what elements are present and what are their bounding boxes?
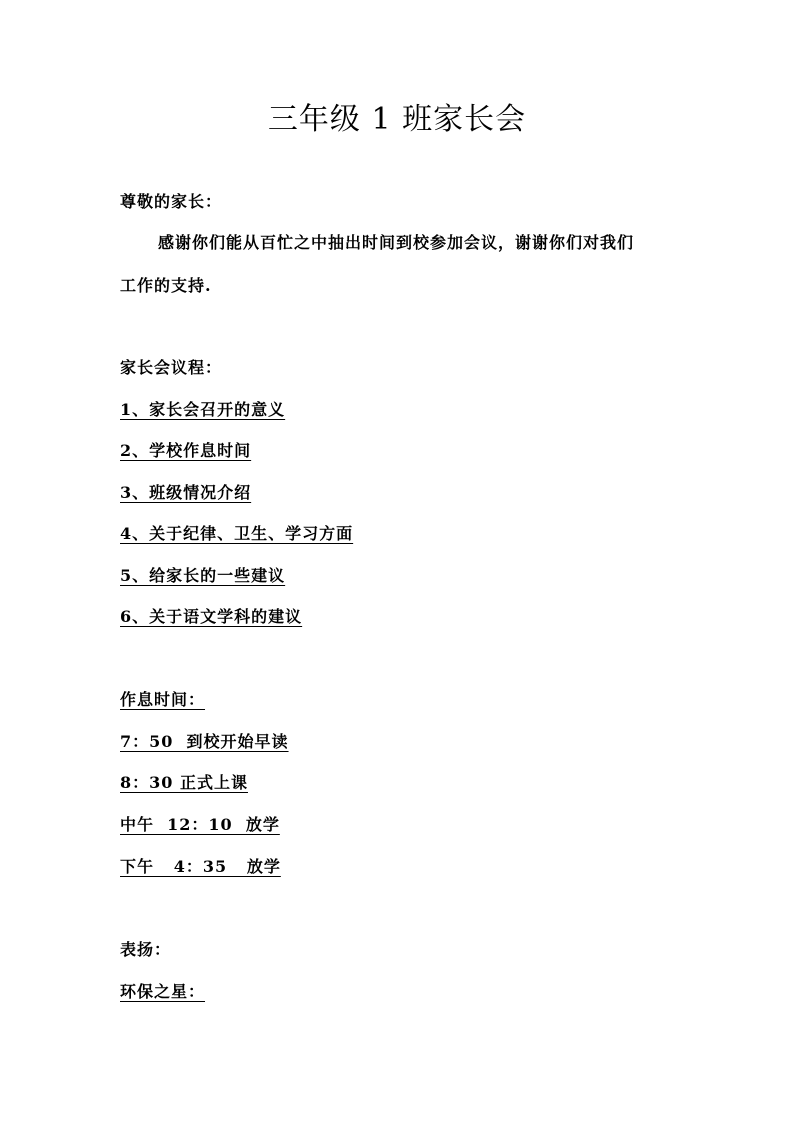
agenda-heading: 家长会议程： [120, 358, 223, 377]
schedule-heading: 作息时间： [120, 690, 206, 709]
page-title: 三年级 1 班家长会 [267, 102, 527, 137]
schedule-item: 8：30 正式上课 [120, 773, 248, 792]
agenda-item: 6、关于语文学科的建议 [120, 607, 303, 626]
intro-line-1: 感谢你们能从百忙之中抽出时间到校参加会议，谢谢你们对我们 [158, 233, 635, 252]
intro-line-2: 工作的支持. [120, 276, 212, 295]
praise-item: 环保之星： [120, 982, 206, 1001]
schedule-item: 7：50 到校开始早读 [120, 732, 289, 751]
schedule-item: 下午 4：35 放学 [120, 857, 281, 876]
agenda-item: 3、班级情况介绍 [120, 483, 252, 502]
greeting: 尊敬的家长： [120, 192, 223, 211]
agenda-item: 1、家长会召开的意义 [120, 400, 286, 419]
agenda-item: 5、给家长的一些建议 [120, 566, 286, 585]
agenda-item: 2、学校作息时间 [120, 441, 252, 460]
schedule-item: 中午 12：10 放学 [120, 815, 280, 834]
praise-heading: 表扬： [120, 940, 172, 959]
agenda-item: 4、关于纪律、卫生、学习方面 [120, 524, 354, 543]
